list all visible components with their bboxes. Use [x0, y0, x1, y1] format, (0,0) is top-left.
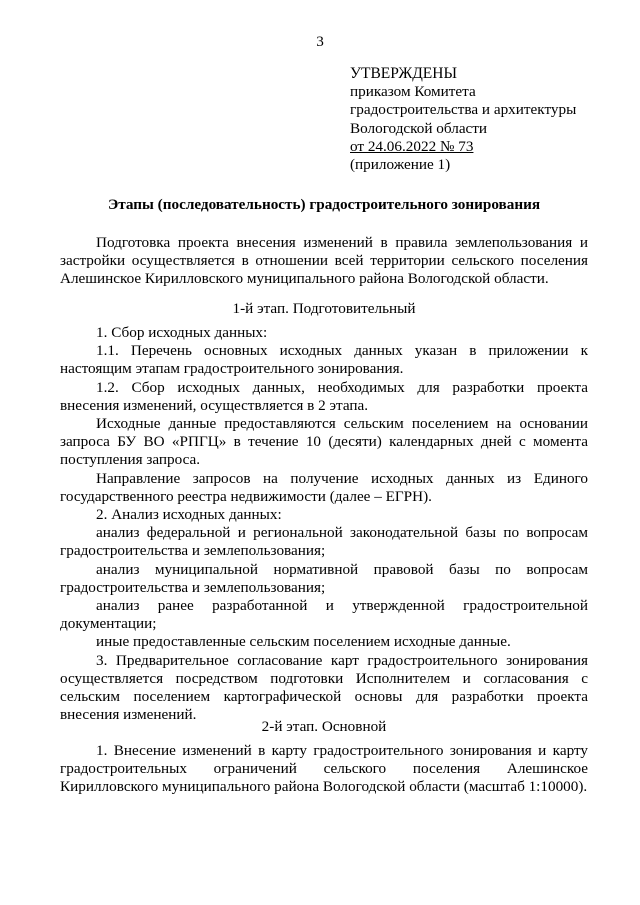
stage-2-body	[60, 742, 588, 797]
approval-line-2: градостроительства и архитектуры	[350, 101, 577, 119]
paragraph-2: 2. Анализ исходных данных:	[96, 506, 282, 524]
stage-1-heading: 1-й этап. Подготовительный	[232, 300, 416, 317]
document-title: Этапы (последовательность) градостроительного зонирования	[107, 196, 541, 213]
approval-order: от 24.06.2022 № 73	[350, 137, 474, 155]
approval-heading: УТВЕРЖДЕНЫ	[350, 65, 457, 82]
paragraph-1: 1. Сбор исходных данных:	[96, 324, 268, 341]
stage-1-body	[60, 324, 588, 724]
stage-2-heading: 2-й этап. Основной	[261, 718, 387, 735]
intro-section	[60, 234, 588, 289]
approval-line-1: приказом Комитета	[350, 83, 476, 101]
stage-2-section	[60, 718, 588, 736]
approval-appendix: (приложение 1)	[350, 156, 451, 174]
paragraph-egrn: Направление запросов на получение исходных данных из Единого государственного реестра недвижимости (далее – ЕГРН).	[60, 469, 588, 505]
stage-2-paragraph-1: 1. Внесение изменений в карту градостроительного зонирования и карту градостроительных ограничений сельского поселения Алешинское Кирилловского муниципального района Вологодской области (масштаб 1:10000).	[60, 742, 588, 796]
analysis-item-2: анализ муниципальной нормативной правовой базы по вопросам градостроительства и землепользования;	[60, 560, 588, 596]
approval-line-3: Вологодской области	[350, 119, 488, 137]
analysis-item-3: анализ ранее разработанной и утвержденной градостроительной документации;	[60, 597, 588, 633]
page-number: 3	[316, 33, 324, 50]
paragraph-1-1: 1.1. Перечень основных исходных данных указан в приложении к настоящим этапам градостроительного зонирования.	[60, 342, 588, 378]
paragraph-3: 3. Предварительное согласование карт градостроительного зонирования осуществляется посредством подготовки Исполнителем и согласования с сельским поселением картографической основы для разработки проекта внесения изменений.	[60, 651, 588, 724]
paragraph-source-data: Исходные данные предоставляются сельским поселением на основании запроса БУ ВО «РПГЦ» в течение 10 (десяти) календарных дней с момента поступления запроса.	[60, 415, 588, 469]
stage-1-section	[60, 300, 588, 318]
intro-paragraph: Подготовка проекта внесения изменений в правила землепользования и застройки осуществляется в отношении всей территории сельского поселения Алешинское Кирилловского муниципального района Вологодской области.	[60, 234, 588, 288]
analysis-item-4: иные предоставленные сельским поселением исходные данные.	[96, 633, 511, 651]
approval-stamp	[350, 65, 610, 174]
analysis-item-1: анализ федеральной и региональной законодательной базы по вопросам градостроительства и землепользования;	[60, 524, 588, 560]
paragraph-1-2: 1.2. Сбор исходных данных, необходимых для разработки проекта внесения изменений, осуществляется в 2 этапа.	[60, 378, 588, 414]
